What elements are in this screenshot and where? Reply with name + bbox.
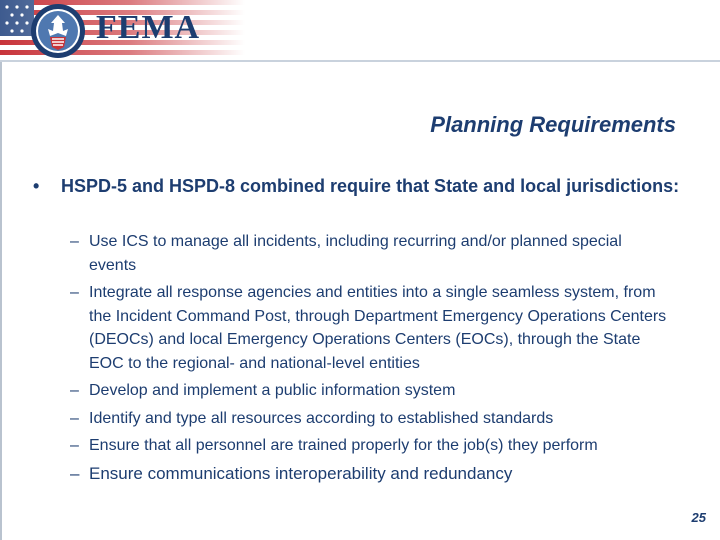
dash-marker: –	[70, 409, 79, 427]
sub-bullet	[70, 230, 670, 277]
sub-bullet	[70, 434, 670, 458]
dash-marker: –	[70, 463, 80, 483]
left-border-rule	[0, 62, 2, 540]
sub-bullet-text: Ensure that all personnel are trained properly for the job(s) they perform	[89, 437, 598, 454]
sub-bullet-text: Ensure communications interoperability and redundancy	[89, 463, 513, 483]
page-number: 25	[691, 510, 706, 525]
sub-bullet-text: Integrate all response agencies and entities into a single seamless system, from the Incident Command Post, through Department Emergency Operations Centers (DEOCs) and local Emergency Operations Centers (EOCs), through the State EOC to the regional- and national-level entities	[89, 284, 667, 372]
main-bullet	[33, 175, 693, 198]
dash-marker: –	[70, 382, 79, 399]
sub-bullet	[70, 407, 670, 431]
dash-marker: –	[70, 437, 79, 454]
sub-bullet-text: Identify and type all resources according to established standards	[89, 409, 554, 427]
dash-marker: –	[70, 284, 79, 301]
header-banner	[0, 0, 720, 62]
slide-title: Planning Requirements	[430, 112, 676, 137]
sub-bullet-text: Use ICS to manage all incidents, including recurring and/or planned special events	[89, 233, 622, 274]
main-bullet-text: HSPD-5 and HSPD-8 combined require that State and local jurisdictions:	[61, 176, 680, 196]
bullet-marker: •	[33, 176, 40, 196]
sub-bullet-text: Develop and implement a public information system	[89, 382, 456, 399]
sub-bullet	[70, 281, 670, 375]
sub-bullet	[70, 462, 670, 486]
dhs-seal-icon	[30, 3, 86, 59]
sub-bullet-list	[70, 230, 670, 489]
dash-marker: –	[70, 233, 79, 250]
sub-bullet	[70, 379, 670, 403]
fema-logo-text: FEMA	[96, 9, 201, 46]
